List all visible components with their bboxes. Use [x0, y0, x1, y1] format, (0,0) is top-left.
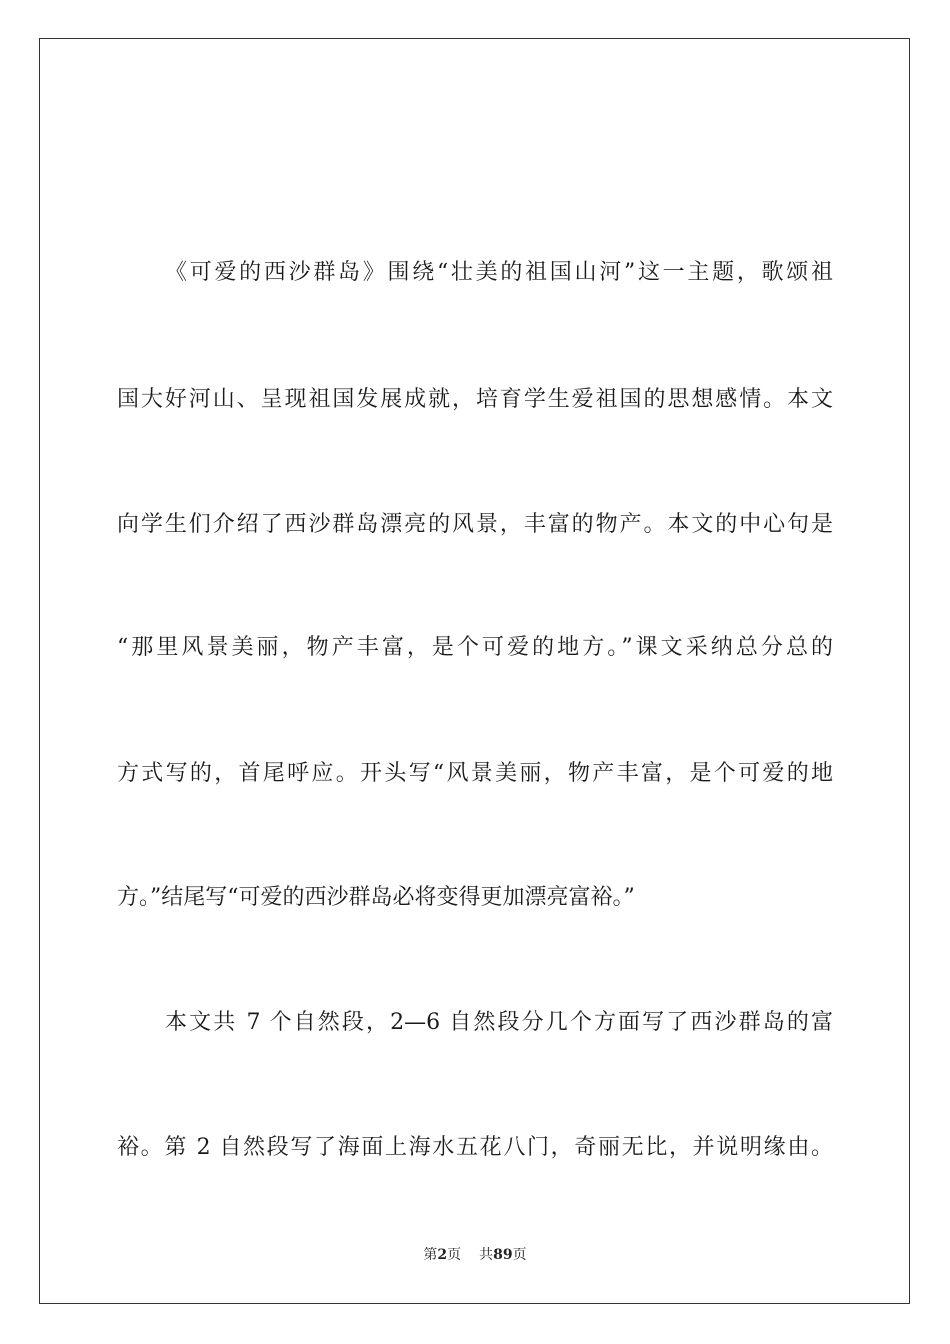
text-line: 方。”结尾写“可爱的西沙群岛必将变得更加漂亮富裕。” [117, 885, 635, 910]
total-suffix: 页 [512, 1247, 527, 1263]
page-prefix: 第 [423, 1247, 438, 1263]
total-pages: 89 [493, 1247, 513, 1263]
page-suffix: 页 [447, 1247, 462, 1263]
page-number: 2 [437, 1247, 448, 1263]
text-line: 本文共 7 个自然段，2—6 自然段分几个方面写了西沙群岛的富 [165, 1010, 833, 1035]
text-line: 方式写的，首尾呼应。开头写“风景美丽，物产丰富，是个可爱的地 [117, 761, 833, 786]
page-border [39, 38, 910, 1304]
total-prefix: 共 [479, 1247, 494, 1263]
text-line: 《可爱的西沙群岛》围绕“壮美的祖国山河”这一主题，歌颂祖 [165, 260, 833, 285]
text-line: 向学生们介绍了西沙群岛漂亮的风景，丰富的物产。本文的中心句是 [117, 512, 833, 537]
text-line: 裕。第 2 自然段写了海面上海水五花八门，奇丽无比，并说明缘由。 [117, 1135, 833, 1160]
text-line: 国大好河山、呈现祖国发展成就，培育学生爱祖国的思想感情。本文 [117, 387, 833, 412]
text-line: “那里风景美丽，物产丰富，是个可爱的地方。”课文采纳总分总的 [117, 635, 833, 660]
page-footer [0, 1245, 950, 1265]
